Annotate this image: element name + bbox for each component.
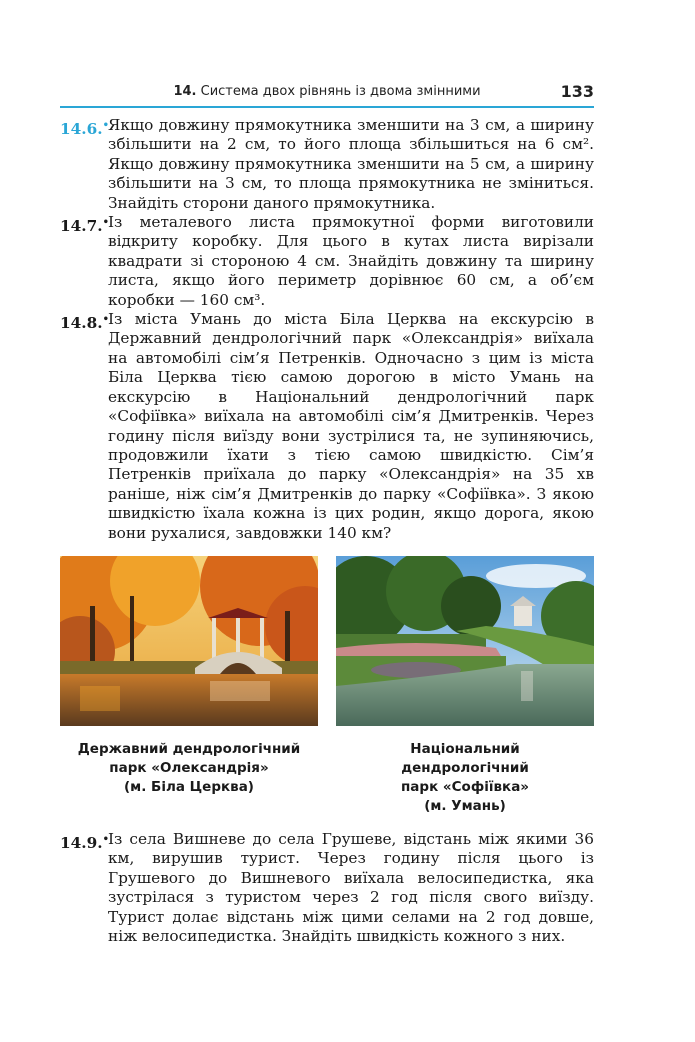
photo-oleksandriia-park xyxy=(60,556,318,726)
problem-number: 14.8.• xyxy=(60,314,109,333)
problem-text: Якщо довжину прямокутника зменшити на 3 см, а ширину збільшити на 2 см, то його площа збільшиться на 6 см². Якщо довжину прямокутника зменшити на 5 см, а ширину збільшити на 3 см, то площа прямокутника не зміниться. Знайдіть сторони даного прямокутника. xyxy=(108,116,594,212)
page-number: 133 xyxy=(560,82,594,101)
problem-number: 14.7.• xyxy=(60,217,109,236)
section-title xyxy=(60,84,594,99)
problem-text: Із металевого листа прямокутної форми виготовили відкриту коробку. Для цього в кутах листа вирізали квадрати зі стороною 4 см. Знайдіть довжину та ширину листа, якщо його периметр дорівнює 60 см, а об’єм коробки — 160 см³. xyxy=(108,213,594,309)
problem-14-7 xyxy=(60,213,594,310)
page-header xyxy=(60,82,594,108)
problems-block-after xyxy=(60,830,594,946)
autumn-park-illustration xyxy=(60,556,318,726)
problem-14-9 xyxy=(60,830,594,946)
caption-oleksandriia: Державний дендрологічний парк «Олександрія» (м. Біла Церква) xyxy=(77,741,301,795)
photos-row xyxy=(60,556,594,726)
problem-number: 14.9.• xyxy=(60,834,109,853)
caption-sofiivka: Національний дендрологічний парк «Софіївка» (м. Умань) xyxy=(400,741,530,814)
problem-14-6 xyxy=(60,116,594,213)
problem-text: Із міста Умань до міста Біла Церква на екскурсію в Державний дендрологічний парк «Олександрія» виїхала на автомобілі сім’я Петренків. Одночасно з цим із міста Біла Церква тією самою дорогою в місто Умань на екскурсію в Національний дендрологічний парк «Софіївка» виїхала на автомобілі сім’я Дмитренків. Через годину після виїзду вони зустрілися та, не зупиняючись, продовжили їхати з тією самою швидкістю. Сім’я Петренків приїхала до парку «Олександрія» на 35 хв раніше, ніж сім’я Дмитренків до парку «Софіївка». З якою швидкістю їхала кожна із цих родин, якщо дорога, якою вони рухалися, завдовжки 140 км? xyxy=(108,310,594,542)
photo-sofiivka-park xyxy=(336,556,594,726)
problem-text: Із села Вишневе до села Грушеве, відстань між якими 36 км, вирушив турист. Через годину після цього із Грушевого до Вишневого виїхала велосипедистка, яка зустрілася з туристом через 2 год після свого виїзду. Турист долає відстань між цими селами на 2 год довше, ніж велосипедистка. Знайдіть швидкість кожного з них. xyxy=(108,830,594,946)
section-number: 14. xyxy=(173,84,197,99)
summer-park-illustration xyxy=(336,556,594,726)
section-title-text: Система двох рівнянь із двома змінними xyxy=(200,84,481,99)
problems-block xyxy=(60,116,594,543)
problem-14-8 xyxy=(60,310,594,543)
problem-number: 14.6.• xyxy=(60,120,109,139)
